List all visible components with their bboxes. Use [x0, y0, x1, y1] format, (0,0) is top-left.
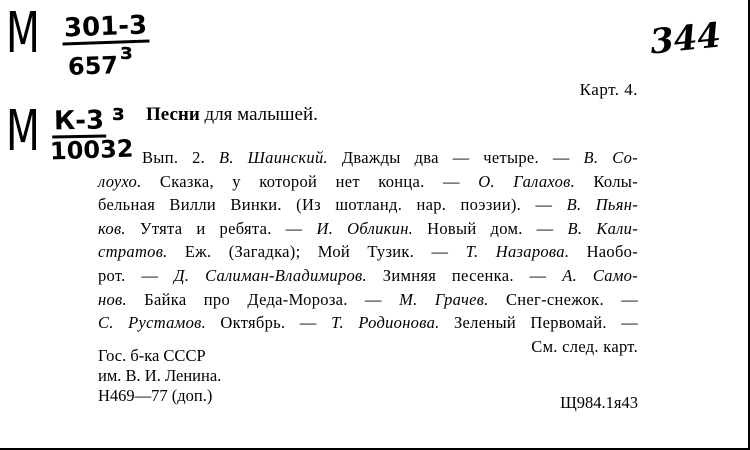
author-name: А. Само-	[562, 265, 639, 285]
author-name: В. Кали-	[567, 218, 638, 238]
text-span: Октябрь. —	[206, 313, 332, 333]
author-name: О. Галахов.	[478, 171, 576, 191]
text-span: Байка про Деда-Мороза. —	[126, 289, 400, 309]
shelf-mark-1-suffix: з	[120, 40, 133, 65]
contents-line-1	[98, 146, 638, 170]
author-name: Т. Назарова.	[465, 242, 570, 262]
author-name: Д. Салиман-Владимиров.	[174, 265, 367, 285]
text-span: Колы-	[575, 171, 638, 191]
text-span: Зеленый Первомай. —	[439, 313, 639, 333]
library-imprint	[98, 346, 221, 406]
shelf-mark-2-top: К-3	[52, 108, 107, 139]
card-title	[146, 104, 318, 126]
text-span: Наобо-	[569, 242, 639, 262]
contents-line-3	[98, 193, 638, 217]
text-span: Дважды два — четыре. —	[327, 148, 584, 167]
shelf-letter-m: М	[6, 1, 40, 66]
author-name: С. Рустамов.	[98, 313, 207, 333]
author-name: нов.	[98, 289, 127, 309]
shelf-mark-2-suffix: з	[112, 101, 125, 126]
classification-mark: Щ984.1я43	[560, 393, 638, 412]
text-span: рот. —	[98, 265, 175, 285]
text-span: Еж. (Загадка); Мой Тузик. —	[167, 242, 466, 262]
contents-line-2	[98, 170, 638, 194]
see-next-card-note: См. след. карт.	[531, 336, 638, 356]
text-span: Снег-снежок. —	[488, 289, 638, 309]
author-name: Т. Родионова.	[331, 313, 440, 333]
author-name: В. Шаинский.	[218, 148, 328, 167]
shelf-mark-2-bottom: 10032	[49, 134, 134, 166]
library-name-line-2: им. В. И. Ленина.	[98, 366, 222, 385]
author-name: лоухо.	[98, 171, 142, 191]
text-span: бельная Вилли Винки. (Из шотланд. нар. поэзии). —	[98, 195, 567, 215]
text-span: Зимняя песенка. —	[366, 265, 563, 285]
card-number: Карт. 4.	[579, 80, 638, 99]
shelf-mark-1-bottom: 657	[67, 51, 119, 81]
title-bold: Песни	[146, 104, 200, 125]
author-name: стратов.	[98, 242, 168, 262]
author-name: ков.	[98, 218, 126, 238]
title-rest: для малышей.	[199, 104, 318, 125]
shelf-mark-1-top: 301-3	[62, 12, 150, 45]
contents-note	[98, 146, 638, 358]
text-span: Вып. 2.	[142, 148, 219, 167]
contents-line-4	[98, 217, 638, 241]
author-name: И. Обликин.	[316, 218, 414, 238]
author-name: В. Пьян-	[566, 195, 638, 215]
shelf-letter-m-2: М	[6, 99, 40, 164]
order-number: Н469—77 (доп.)	[98, 386, 213, 405]
text-span: Утята и ребята. —	[125, 218, 317, 238]
contents-line-8	[98, 311, 638, 335]
contents-line-5	[98, 240, 638, 264]
corner-handwritten-number: 344	[648, 15, 723, 63]
text-span: Сказка, у которой нет конца. —	[141, 171, 479, 191]
text-span: Новый дом. —	[413, 218, 568, 238]
library-name-line-1: Гос. б-ка СССР	[98, 346, 206, 365]
author-name: М. Грачев.	[399, 289, 489, 309]
author-name: В. Со-	[583, 148, 638, 167]
contents-line-7	[98, 288, 638, 312]
contents-line-6	[98, 264, 638, 288]
